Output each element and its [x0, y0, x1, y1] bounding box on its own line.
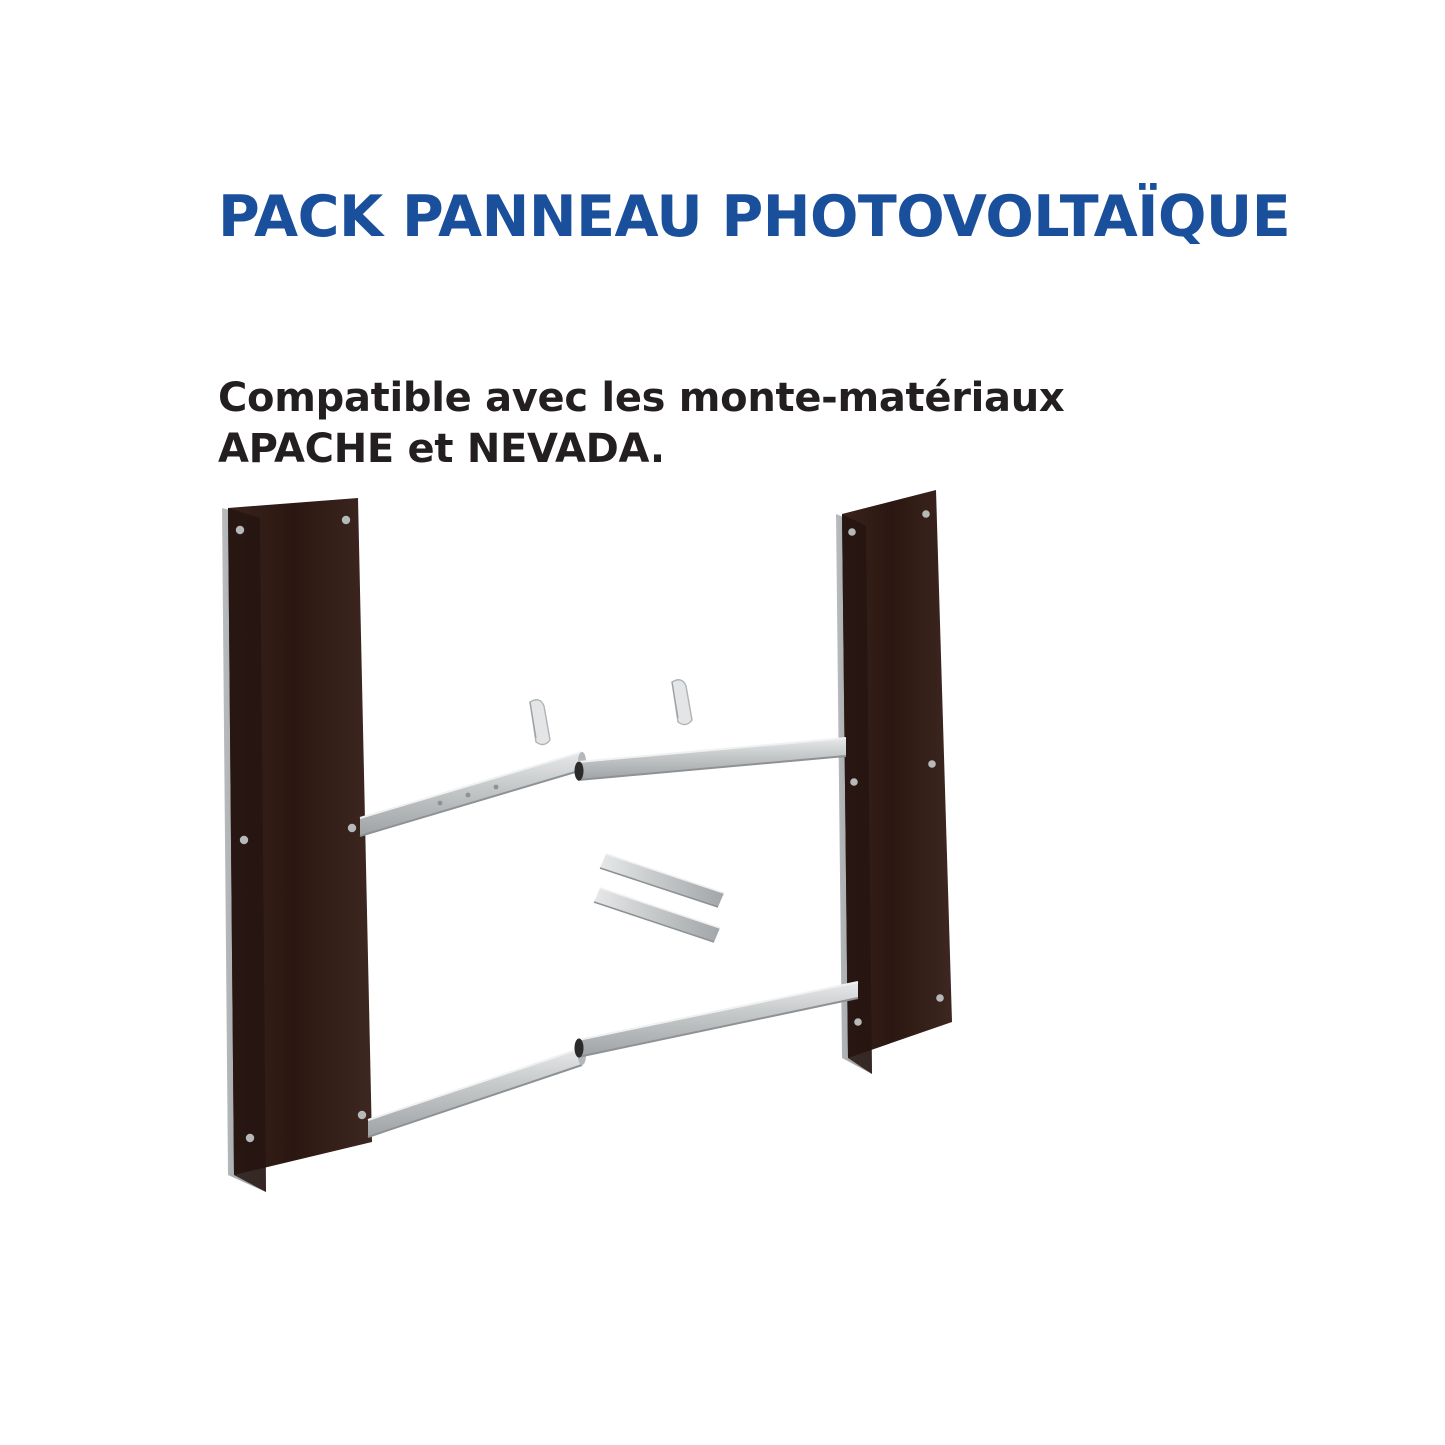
- bracket-clamp-left: [530, 700, 550, 745]
- upper-support-tube-left: [360, 752, 586, 836]
- compatibility-note: Compatible avec les monte-matériaux APACHE et NEVADA.: [218, 375, 1065, 473]
- lower-support-tube-left: [368, 1047, 586, 1137]
- bracket-clamp-right: [672, 680, 692, 725]
- page-title: PACK PANNEAU PHOTOVOLTAÏQUE: [218, 184, 1291, 251]
- upper-support-tube-right: [575, 738, 847, 781]
- product-illustration: [200, 470, 1080, 1230]
- left-panel-plate: [222, 498, 372, 1192]
- lower-support-tube-right: [575, 982, 859, 1058]
